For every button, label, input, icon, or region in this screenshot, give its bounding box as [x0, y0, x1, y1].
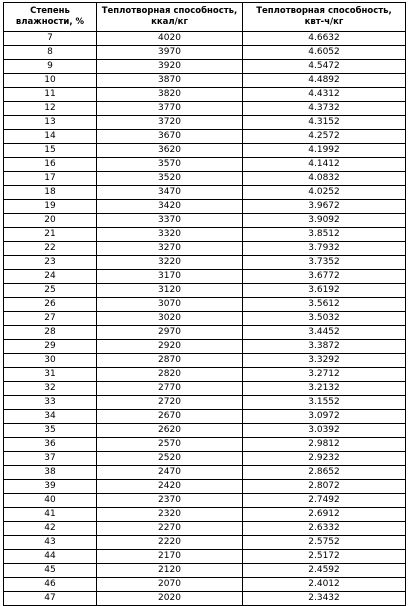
cell-kcal: 3970 [97, 46, 243, 60]
cell-kcal: 2170 [97, 550, 243, 564]
cell-kwh: 2.5172 [243, 550, 406, 564]
cell-kcal: 2770 [97, 382, 243, 396]
cell-kwh: 3.3872 [243, 340, 406, 354]
cell-kwh: 4.4312 [243, 88, 406, 102]
table-row [4, 368, 406, 382]
cell-kcal: 2320 [97, 508, 243, 522]
cell-moisture: 47 [4, 592, 97, 606]
cell-moisture: 26 [4, 298, 97, 312]
cell-moisture: 12 [4, 102, 97, 116]
cell-moisture: 9 [4, 60, 97, 74]
cell-kcal: 2920 [97, 340, 243, 354]
cell-moisture: 30 [4, 354, 97, 368]
cell-kcal: 3770 [97, 102, 243, 116]
cell-moisture: 22 [4, 242, 97, 256]
header-kcal-line-1: Теплотворная способность, [101, 6, 238, 16]
table-row [4, 382, 406, 396]
table-row [4, 32, 406, 46]
cell-kwh: 4.1412 [243, 158, 406, 172]
header-kcal [97, 3, 243, 32]
cell-kcal: 2270 [97, 522, 243, 536]
cell-kwh: 3.9672 [243, 200, 406, 214]
table-row [4, 438, 406, 452]
cell-kwh: 4.2572 [243, 130, 406, 144]
cell-kcal: 3620 [97, 144, 243, 158]
table-row [4, 550, 406, 564]
table-row [4, 298, 406, 312]
table-row [4, 480, 406, 494]
cell-moisture: 36 [4, 438, 97, 452]
header-kwh-line-2: квт-ч/кг [304, 17, 344, 27]
cell-kcal: 3520 [97, 172, 243, 186]
cell-kwh: 3.3292 [243, 354, 406, 368]
cell-kcal: 3070 [97, 298, 243, 312]
table-row [4, 214, 406, 228]
cell-moisture: 34 [4, 410, 97, 424]
cell-moisture: 28 [4, 326, 97, 340]
cell-kwh: 2.4592 [243, 564, 406, 578]
cell-moisture: 46 [4, 578, 97, 592]
cell-kwh: 2.4012 [243, 578, 406, 592]
cell-kcal: 2620 [97, 424, 243, 438]
table-row [4, 130, 406, 144]
cell-kwh: 2.9812 [243, 438, 406, 452]
table-row [4, 102, 406, 116]
cell-moisture: 40 [4, 494, 97, 508]
cell-kwh: 4.4892 [243, 74, 406, 88]
cell-kcal: 3670 [97, 130, 243, 144]
table-row [4, 326, 406, 340]
cell-kwh: 3.2712 [243, 368, 406, 382]
cell-moisture: 24 [4, 270, 97, 284]
cell-moisture: 15 [4, 144, 97, 158]
cell-kcal: 3420 [97, 200, 243, 214]
cell-moisture: 44 [4, 550, 97, 564]
cell-moisture: 39 [4, 480, 97, 494]
cell-kwh: 4.0832 [243, 172, 406, 186]
cell-moisture: 17 [4, 172, 97, 186]
cell-kcal: 3120 [97, 284, 243, 298]
cell-kwh: 4.0252 [243, 186, 406, 200]
cell-kwh: 4.5472 [243, 60, 406, 74]
cell-moisture: 35 [4, 424, 97, 438]
cell-moisture: 29 [4, 340, 97, 354]
table-row [4, 200, 406, 214]
table-row [4, 396, 406, 410]
cell-kwh: 2.6332 [243, 522, 406, 536]
cell-kwh: 2.3432 [243, 592, 406, 606]
cell-kwh: 2.8652 [243, 466, 406, 480]
cell-moisture: 8 [4, 46, 97, 60]
header-row [4, 3, 406, 32]
cell-kcal: 2670 [97, 410, 243, 424]
cell-moisture: 7 [4, 32, 97, 46]
table-row [4, 60, 406, 74]
table-row [4, 242, 406, 256]
header-moisture-line-2: влажности, % [15, 17, 85, 27]
table-row [4, 144, 406, 158]
cell-kcal: 2420 [97, 480, 243, 494]
cell-moisture: 41 [4, 508, 97, 522]
header-moisture [4, 3, 97, 32]
cell-moisture: 13 [4, 116, 97, 130]
table-row [4, 452, 406, 466]
cell-kwh: 3.5612 [243, 298, 406, 312]
cell-kwh: 2.8072 [243, 480, 406, 494]
table-row [4, 88, 406, 102]
cell-kwh: 2.5752 [243, 536, 406, 550]
table-row [4, 74, 406, 88]
cell-moisture: 31 [4, 368, 97, 382]
table-row [4, 270, 406, 284]
cell-kwh: 3.6772 [243, 270, 406, 284]
cell-kcal: 2120 [97, 564, 243, 578]
table-row [4, 256, 406, 270]
cell-kwh: 4.3732 [243, 102, 406, 116]
cell-kwh: 3.4452 [243, 326, 406, 340]
cell-kwh: 2.6912 [243, 508, 406, 522]
cell-moisture: 18 [4, 186, 97, 200]
table-row [4, 284, 406, 298]
cell-kwh: 3.6192 [243, 284, 406, 298]
cell-kcal: 2820 [97, 368, 243, 382]
cell-moisture: 21 [4, 228, 97, 242]
cell-kcal: 3320 [97, 228, 243, 242]
cell-kwh: 3.0392 [243, 424, 406, 438]
cell-moisture: 32 [4, 382, 97, 396]
table-row [4, 46, 406, 60]
table-row [4, 410, 406, 424]
cell-moisture: 16 [4, 158, 97, 172]
cell-moisture: 33 [4, 396, 97, 410]
cell-moisture: 43 [4, 536, 97, 550]
cell-kwh: 3.0972 [243, 410, 406, 424]
cell-moisture: 27 [4, 312, 97, 326]
cell-kcal: 3270 [97, 242, 243, 256]
cell-kwh: 2.7492 [243, 494, 406, 508]
header-moisture-line-1: Степень [30, 6, 70, 16]
cell-kcal: 2020 [97, 592, 243, 606]
cell-kcal: 3470 [97, 186, 243, 200]
cell-kcal: 2870 [97, 354, 243, 368]
cell-kwh: 4.1992 [243, 144, 406, 158]
header-kwh [243, 3, 406, 32]
cell-kwh: 4.3152 [243, 116, 406, 130]
cell-moisture: 14 [4, 130, 97, 144]
table-row [4, 116, 406, 130]
cell-moisture: 37 [4, 452, 97, 466]
cell-kwh: 3.2132 [243, 382, 406, 396]
table-row [4, 158, 406, 172]
table-row [4, 466, 406, 480]
cell-moisture: 11 [4, 88, 97, 102]
cell-kwh: 4.6632 [243, 32, 406, 46]
cell-kwh: 3.8512 [243, 228, 406, 242]
table-body [4, 32, 406, 606]
cell-kwh: 3.7352 [243, 256, 406, 270]
cell-moisture: 20 [4, 214, 97, 228]
cell-moisture: 42 [4, 522, 97, 536]
header-kwh-line-1: Теплотворная способность, [256, 6, 392, 16]
cell-kcal: 2720 [97, 396, 243, 410]
cell-kwh: 3.7932 [243, 242, 406, 256]
cell-moisture: 19 [4, 200, 97, 214]
cell-kwh: 3.1552 [243, 396, 406, 410]
cell-kcal: 3570 [97, 158, 243, 172]
cell-kcal: 3020 [97, 312, 243, 326]
table-row [4, 228, 406, 242]
cell-moisture: 45 [4, 564, 97, 578]
table-row [4, 172, 406, 186]
cell-kwh: 3.5032 [243, 312, 406, 326]
table-row [4, 340, 406, 354]
cell-kcal: 2220 [97, 536, 243, 550]
cell-kwh: 3.9092 [243, 214, 406, 228]
cell-kcal: 3920 [97, 60, 243, 74]
table-row [4, 186, 406, 200]
cell-kcal: 2570 [97, 438, 243, 452]
cell-kcal: 2470 [97, 466, 243, 480]
cell-kcal: 2970 [97, 326, 243, 340]
cell-moisture: 10 [4, 74, 97, 88]
cell-kwh: 4.6052 [243, 46, 406, 60]
table-row [4, 578, 406, 592]
cell-kcal: 3820 [97, 88, 243, 102]
table-row [4, 312, 406, 326]
table-row [4, 522, 406, 536]
cell-kcal: 3370 [97, 214, 243, 228]
cell-kcal: 3870 [97, 74, 243, 88]
table-row [4, 564, 406, 578]
cell-moisture: 38 [4, 466, 97, 480]
table-row [4, 424, 406, 438]
cell-moisture: 23 [4, 256, 97, 270]
table-row [4, 494, 406, 508]
cell-kcal: 2520 [97, 452, 243, 466]
cell-kcal: 4020 [97, 32, 243, 46]
cell-kcal: 2070 [97, 578, 243, 592]
header-kcal-line-2: ккал/кг [151, 17, 188, 27]
table-row [4, 508, 406, 522]
cell-kwh: 2.9232 [243, 452, 406, 466]
cell-moisture: 25 [4, 284, 97, 298]
cell-kcal: 3220 [97, 256, 243, 270]
cell-kcal: 3170 [97, 270, 243, 284]
cell-kcal: 3720 [97, 116, 243, 130]
table-row [4, 354, 406, 368]
moisture-heat-table [3, 2, 406, 606]
table-row [4, 536, 406, 550]
cell-kcal: 2370 [97, 494, 243, 508]
